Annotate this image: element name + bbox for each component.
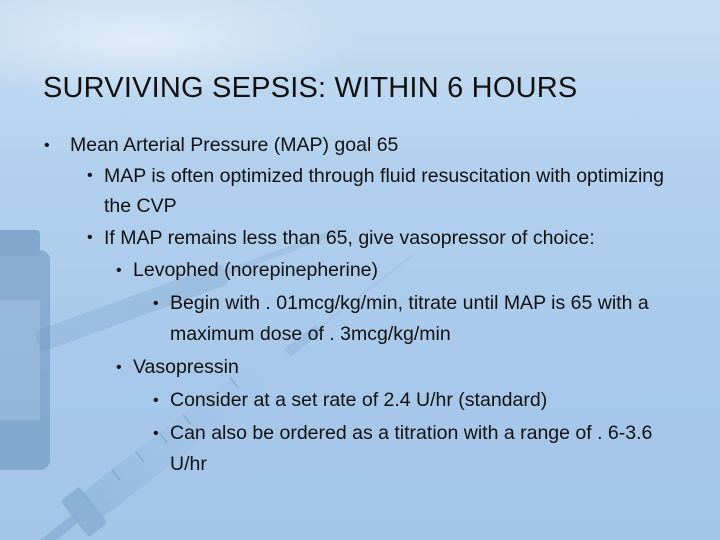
bullet-icon: • <box>153 295 159 312</box>
bullet-icon: • <box>87 167 93 184</box>
bullet-icon: • <box>116 262 122 279</box>
slide-title: SURVIVING SEPSIS: WITHIN 6 HOURS <box>43 72 578 104</box>
list-item <box>87 161 684 221</box>
bullet-text: Vasopressin <box>133 356 239 378</box>
bullet-list <box>44 130 684 480</box>
bullet-icon: • <box>87 229 93 246</box>
bullet-text: If MAP remains less than 65, give vasopressor of choice: <box>104 227 595 249</box>
list-item <box>153 385 684 416</box>
list-item <box>87 223 684 253</box>
bullet-icon: • <box>44 137 50 154</box>
bullet-icon: • <box>153 425 159 442</box>
bullet-text: MAP is often optimized through fluid resuscitation with optimizing the CVP <box>104 165 664 217</box>
bullet-icon: • <box>116 359 122 376</box>
list-item <box>44 130 684 161</box>
bullet-text: Mean Arterial Pressure (MAP) goal 65 <box>70 134 399 156</box>
bullet-text: Consider at a set rate of 2.4 U/hr (standard) <box>170 389 548 411</box>
bullet-icon: • <box>153 392 159 409</box>
list-item <box>116 255 684 286</box>
list-item <box>153 418 684 480</box>
list-item <box>153 288 684 350</box>
bullet-text: Begin with . 01mcg/kg/min, titrate until MAP is 65 with a maximum dose of . 3mcg/kg/min <box>170 292 649 345</box>
bullet-text: Levophed (norepinepherine) <box>133 259 379 281</box>
bullet-text: Can also be ordered as a titration with a range of . 6-3.6 U/hr <box>170 422 653 475</box>
list-item <box>116 352 684 383</box>
